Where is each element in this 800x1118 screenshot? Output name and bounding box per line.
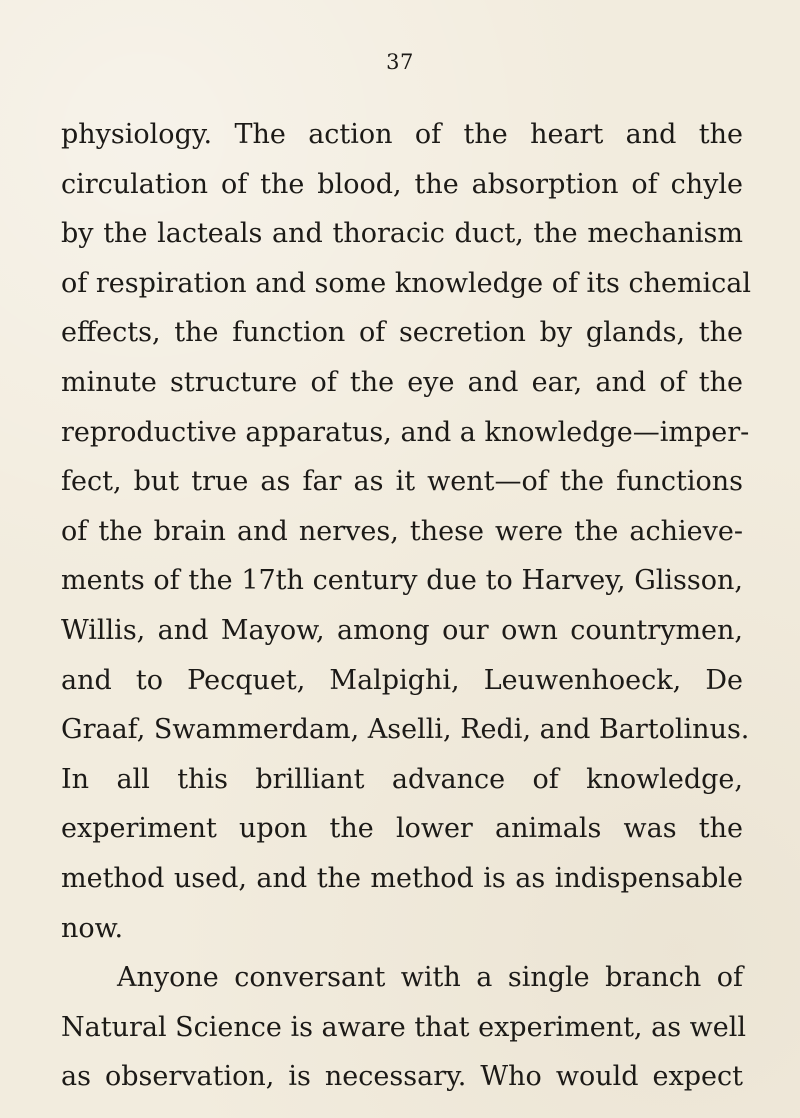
paragraph <box>61 953 746 1102</box>
text-line: ments of the 17th century due to Harvey, Glisson, <box>61 565 743 597</box>
text-line: Graaf, Swammerdam, Aselli, Redi, and Bartolinus. <box>61 714 750 746</box>
text-line: method used, and the method is as indispensable <box>61 862 743 894</box>
text-line: of the brain and nerves, these were the achieve- <box>61 515 743 547</box>
text-line: physiology. The action of the heart and the <box>61 119 743 150</box>
text-line: effects, the function of secretion by glands, the <box>61 317 743 349</box>
text-line: In all this brilliant advance of knowledge, <box>61 763 743 795</box>
text-line: by the lacteals and thoracic duct, the mechanism <box>61 218 743 250</box>
text-line: fect, but true as far as it went—of the functions <box>61 466 743 498</box>
page-number: 37 <box>386 50 414 74</box>
text-line: Natural Science is aware that experiment, as well <box>61 1011 746 1043</box>
text-line: Anyone conversant with a single branch of <box>117 962 743 994</box>
text-line: minute structure of the eye and ear, and of the <box>61 366 743 398</box>
text-line: Willis, and Mayow, among our own countrymen, <box>61 614 743 646</box>
text-line: as observation, is necessary. Who would expect <box>61 1061 743 1093</box>
text-line: circulation of the blood, the absorption of chyle <box>61 168 743 200</box>
paragraph <box>61 110 752 953</box>
text-line: and to Pecquet, Malpighi, Leuwenhoeck, De <box>61 664 743 696</box>
text-line: reproductive apparatus, and a knowledge—imper- <box>61 416 750 448</box>
text-line: experiment upon the lower animals was the <box>61 813 743 845</box>
body-text <box>61 110 752 1102</box>
text-line: of respiration and some knowledge of its chemical <box>61 267 752 299</box>
text-line: now. <box>61 912 124 944</box>
